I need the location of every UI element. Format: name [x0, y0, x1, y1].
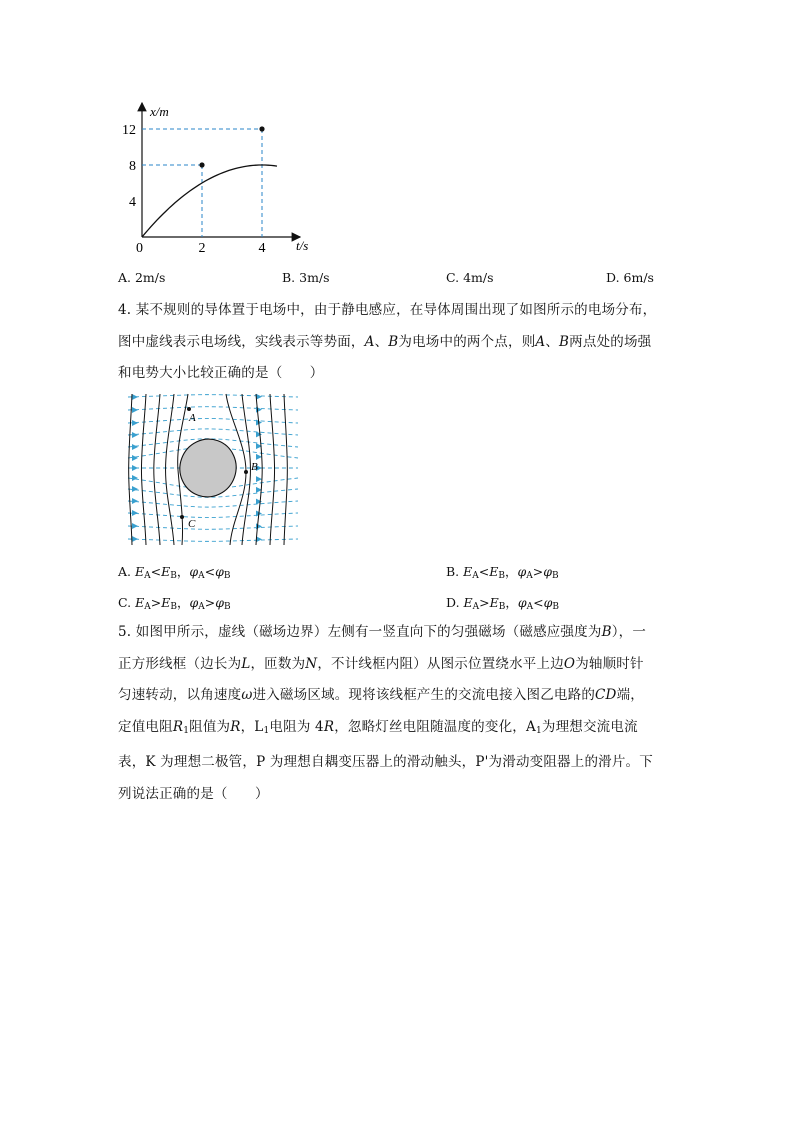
q4-option-a[interactable]: A. $E_A<E_B$，$\varphi_A<\varphi_B$	[118, 564, 231, 581]
q4-line-1: 4. 某不规则的导体置于电场中，由于静电感应，在导体周围出现了如图所示的电场分布，	[118, 302, 657, 318]
q5-stem	[118, 617, 678, 810]
conductor	[172, 431, 244, 505]
field-line	[128, 407, 298, 410]
q5-line-4: 定值电阻$R_1$阻值为R，$L_1$电阻为 4R，忽略灯丝电阻随温度的变化，$A_1$为理想交流电流	[118, 718, 638, 736]
field-arrow	[132, 444, 138, 450]
q5-line-5: 表，K 为理想二极管，P 为理想自耦变压器上的滑动触头，P'为滑动变阻器上的滑片。下	[118, 754, 653, 770]
equipotential-line	[166, 394, 174, 545]
q4-option-d[interactable]: D. $E_A>E_B$，$\varphi_A<\varphi_B$	[446, 595, 560, 612]
q4-option-b[interactable]: B. $E_A<E_B$，$\varphi_A>\varphi_B$	[446, 564, 559, 581]
x-tick-label: 2	[198, 241, 206, 256]
point-c-label: C	[188, 518, 196, 530]
q4-line-3: 和电势大小比较正确的是（ ）	[118, 365, 324, 381]
point-b-dot	[244, 470, 248, 474]
field-arrow	[132, 455, 138, 461]
field-line	[128, 395, 298, 397]
field-arrow	[132, 432, 138, 438]
field-arrow	[132, 498, 138, 504]
field-arrow	[132, 523, 138, 529]
y-tick-label: 8	[129, 159, 136, 174]
q4-stem	[118, 295, 678, 390]
point-a-dot	[187, 407, 191, 411]
field-arrow	[132, 420, 138, 426]
x-tick-label: 4	[258, 241, 266, 256]
q5-line-6: 列说法正确的是（ ）	[118, 785, 269, 802]
y-tick-label: 4	[129, 195, 136, 210]
equipotential-line	[141, 394, 146, 545]
q5-line-2: 正方形线框（边长为L，匝数为N，不计线框内阻）从图示位置绕水平上边O为轴顺时针	[118, 655, 644, 672]
field-line	[128, 418, 298, 423]
field-arrow	[132, 407, 138, 413]
equipotential-line	[154, 394, 160, 545]
field-arrow	[132, 536, 138, 542]
field-arrow	[256, 476, 262, 482]
q4-option-c[interactable]: C. $E_A>E_B$，$\varphi_A>\varphi_B$	[118, 595, 231, 612]
field-line	[128, 526, 298, 529]
field-arrow	[132, 475, 138, 481]
data-point-1	[259, 126, 264, 131]
data-point-0	[199, 162, 204, 167]
q5-line-3: 匀速转动，以角速度ω进入磁场区域。现将该线框产生的交流电接入图乙电路的CD端，	[118, 687, 644, 703]
q3-option-c[interactable]: C. 4m/s	[446, 270, 494, 285]
equipotential-line	[284, 394, 287, 545]
q5-line-1: 5. 如图甲所示，虚线（磁场边界）左侧有一竖直向下的匀强磁场（磁感应强度为B），一	[118, 624, 647, 640]
field-arrow	[132, 394, 138, 400]
q3-option-a[interactable]: A. 2m/s	[118, 270, 166, 285]
field-arrow	[256, 394, 262, 400]
point-c-dot	[180, 515, 184, 519]
field-arrow	[132, 486, 138, 492]
field-arrow	[256, 454, 262, 460]
q4-line-2: 图中虚线表示电场线，实线表示等势面，A、B为电场中的两个点，则A、B两点处的场强	[118, 333, 652, 350]
q4-field-figure	[118, 390, 308, 548]
field-arrow	[132, 510, 138, 516]
field-line	[128, 539, 298, 541]
origin-label: 0	[136, 241, 143, 256]
equipotential-line	[129, 394, 132, 545]
y-axis-label: x/m	[150, 104, 169, 119]
q3-option-b[interactable]: B. 3m/s	[282, 270, 330, 285]
field-arrow	[132, 465, 138, 471]
xt-curve	[142, 165, 277, 237]
q3-option-d[interactable]: D. 6m/s	[606, 270, 654, 285]
point-b-label: B	[251, 461, 258, 473]
x-axis-label: t/s	[296, 238, 309, 253]
point-a-label: A	[189, 412, 196, 424]
y-tick-label: 12	[122, 123, 136, 138]
q3-xt-graph	[110, 95, 330, 260]
equipotential-line	[270, 394, 275, 545]
